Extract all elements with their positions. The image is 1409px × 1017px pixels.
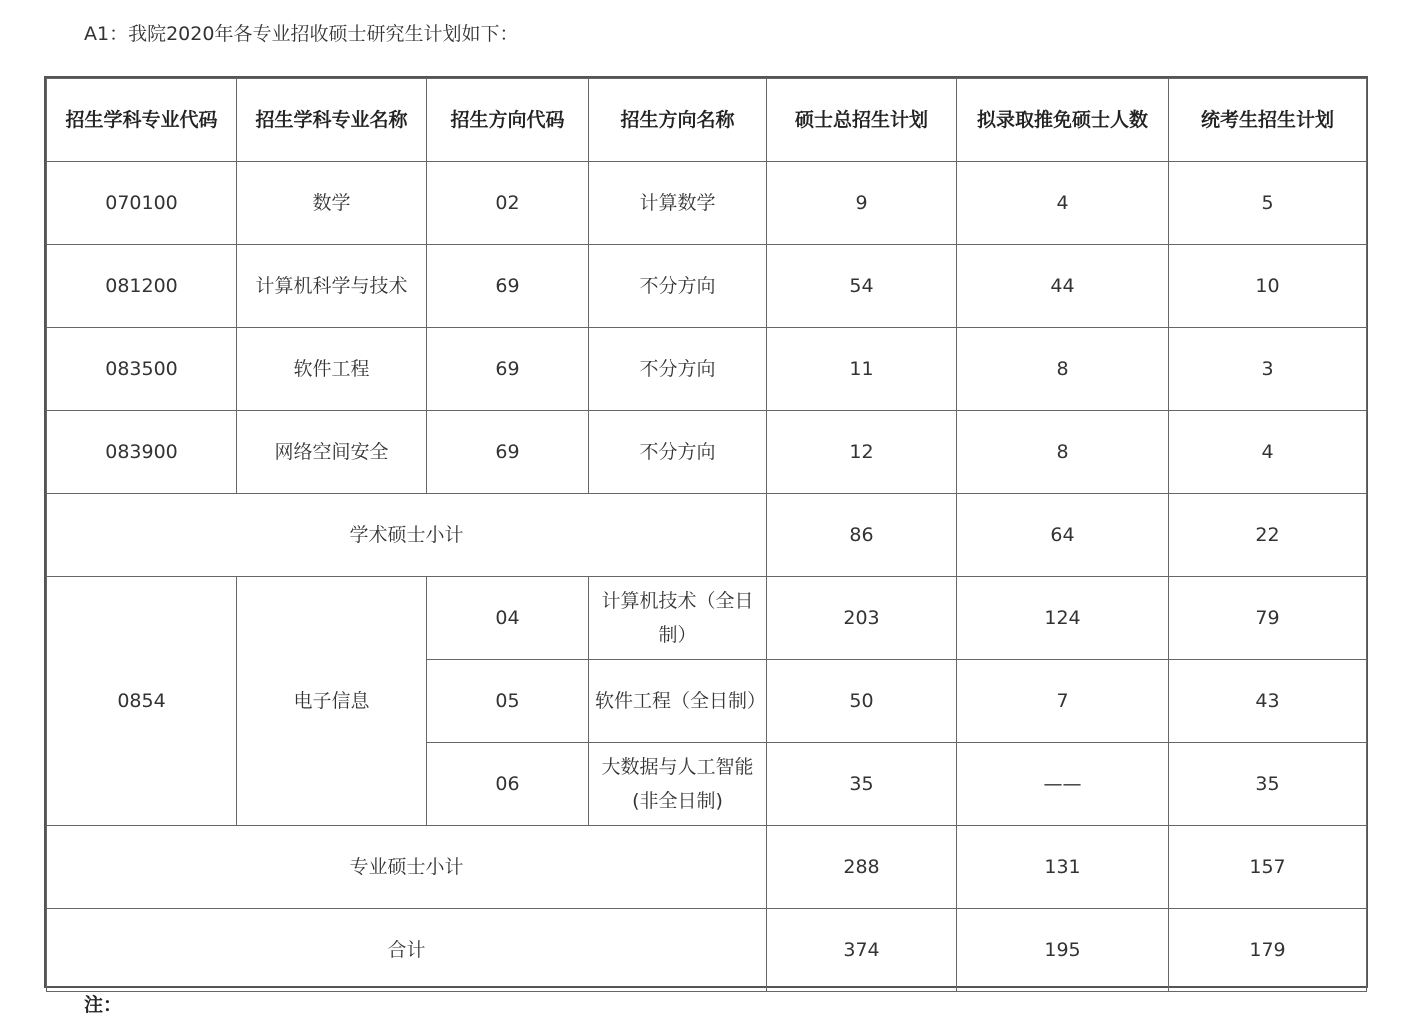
- table-cell: 06: [427, 743, 589, 826]
- table-cell: 79: [1169, 577, 1367, 660]
- table-cell: 35: [767, 743, 957, 826]
- professional-code-cell: 0854: [47, 577, 237, 826]
- professional-subtotal-row: [47, 826, 1367, 909]
- table-cell: 4: [957, 162, 1169, 245]
- table-row: [47, 245, 1367, 328]
- note-label: 注：: [84, 994, 123, 1016]
- header-cell: 硕士总招生计划: [767, 79, 957, 162]
- table-row: [47, 328, 1367, 411]
- table-cell: 131: [957, 826, 1169, 909]
- table-cell: 50: [767, 660, 957, 743]
- table-cell: 12: [767, 411, 957, 494]
- table-cell: 3: [1169, 328, 1367, 411]
- table-cell: 69: [427, 328, 589, 411]
- table-cell: 179: [1169, 909, 1367, 992]
- table-cell: 网络空间安全: [237, 411, 427, 494]
- table-cell: 不分方向: [589, 245, 767, 328]
- table-cell: 数学: [237, 162, 427, 245]
- table-cell: 44: [957, 245, 1169, 328]
- table-cell: 9: [767, 162, 957, 245]
- table-cell: 64: [957, 494, 1169, 577]
- table-cell: 02: [427, 162, 589, 245]
- table-row: [47, 411, 1367, 494]
- table-cell: 计算数学: [589, 162, 767, 245]
- table-row: [47, 577, 1367, 660]
- table-cell: 7: [957, 660, 1169, 743]
- table-cell: 05: [427, 660, 589, 743]
- total-label: 合计: [47, 909, 767, 992]
- table-cell: 8: [957, 411, 1169, 494]
- subtotal-label: 学术硕士小计: [47, 494, 767, 577]
- table-cell: 8: [957, 328, 1169, 411]
- table-cell: 11: [767, 328, 957, 411]
- table-cell: 软件工程（全日制）: [589, 660, 767, 743]
- table-cell: 083900: [47, 411, 237, 494]
- table-row: [47, 162, 1367, 245]
- header-cell: 拟录取推免硕士人数: [957, 79, 1169, 162]
- table-cell: 203: [767, 577, 957, 660]
- table-cell: 070100: [47, 162, 237, 245]
- table-cell: 86: [767, 494, 957, 577]
- academic-subtotal-row: [47, 494, 1367, 577]
- subtotal-label: 专业硕士小计: [47, 826, 767, 909]
- table-cell: 软件工程: [237, 328, 427, 411]
- table-cell: 35: [1169, 743, 1367, 826]
- table-cell: 083500: [47, 328, 237, 411]
- table-cell: 04: [427, 577, 589, 660]
- enrollment-plan-table: [46, 78, 1367, 992]
- header-cell: 招生方向名称: [589, 79, 767, 162]
- header-cell: 招生方向代码: [427, 79, 589, 162]
- table-cell: 4: [1169, 411, 1367, 494]
- table-cell: 081200: [47, 245, 237, 328]
- table-cell: 不分方向: [589, 328, 767, 411]
- table-cell: 69: [427, 411, 589, 494]
- table-cell: 69: [427, 245, 589, 328]
- table-cell: 5: [1169, 162, 1367, 245]
- table-cell: 计算机技术（全日制）: [589, 577, 767, 660]
- professional-name-cell: 电子信息: [237, 577, 427, 826]
- enrollment-plan-table-wrapper: [44, 76, 1368, 988]
- intro-text: A1：我院2020年各专业招收硕士研究生计划如下：: [84, 23, 519, 45]
- table-cell: 22: [1169, 494, 1367, 577]
- header-cell: 招生学科专业代码: [47, 79, 237, 162]
- table-cell: 157: [1169, 826, 1367, 909]
- table-cell: 10: [1169, 245, 1367, 328]
- table-cell: 计算机科学与技术: [237, 245, 427, 328]
- table-cell: 374: [767, 909, 957, 992]
- table-cell: 124: [957, 577, 1169, 660]
- table-cell: 288: [767, 826, 957, 909]
- table-cell: 54: [767, 245, 957, 328]
- header-cell: 统考生招生计划: [1169, 79, 1367, 162]
- table-cell: 43: [1169, 660, 1367, 743]
- table-cell: 不分方向: [589, 411, 767, 494]
- total-row: [47, 909, 1367, 992]
- table-cell: 大数据与人工智能(非全日制): [589, 743, 767, 826]
- header-cell: 招生学科专业名称: [237, 79, 427, 162]
- table-cell: ——: [957, 743, 1169, 826]
- table-cell: 195: [957, 909, 1169, 992]
- header-row: [47, 79, 1367, 162]
